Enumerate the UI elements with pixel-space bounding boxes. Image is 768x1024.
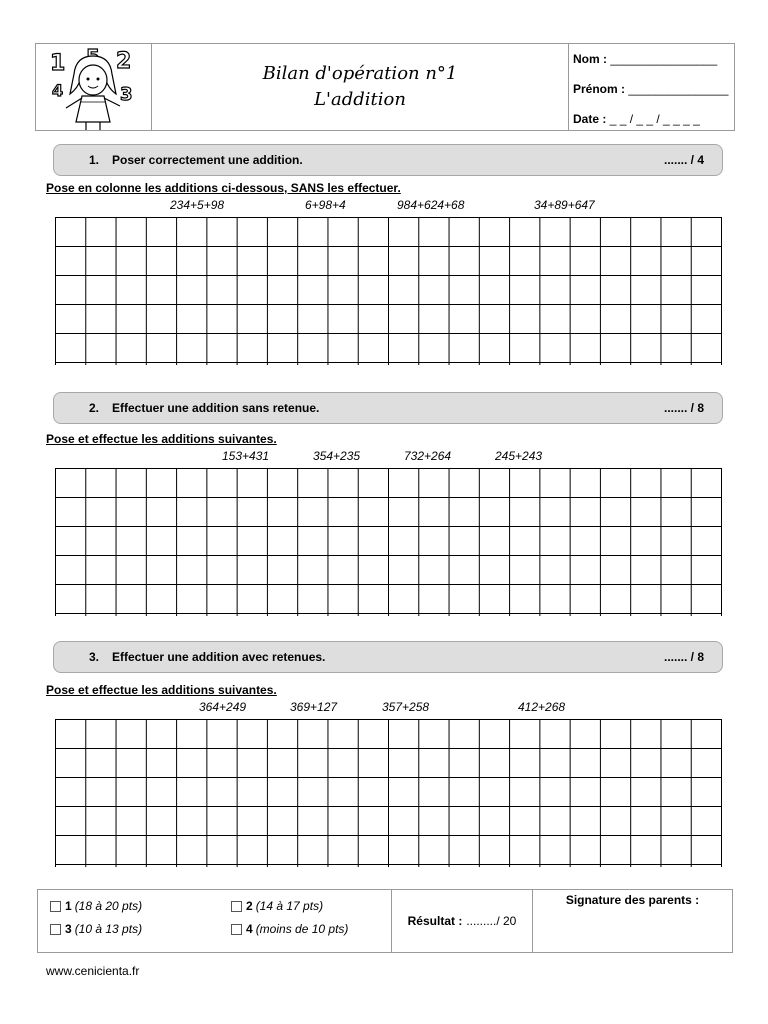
title-line-1: Bilan d'opération n°1 [262,63,458,84]
section-2-operations [0,449,768,465]
checkbox-icon[interactable] [50,901,61,912]
level-range: (moins de 10 pts) [255,922,349,936]
operation: 412+268 [518,700,566,714]
worksheet-header [35,43,735,131]
section-title: Effectuer une addition avec retenues. [112,650,326,664]
level-number: 1 [65,899,72,913]
level-range: (18 à 20 pts) [74,899,143,913]
level-option-1[interactable] [50,899,142,913]
section-number: 1. [89,153,100,167]
level-options [38,890,392,952]
section-1-instruction: Pose en colonne les additions ci-dessous, SANS les effectuer. [46,181,401,195]
parent-signature-cell[interactable] [533,890,732,952]
operation: 34+89+647 [534,198,595,212]
result-label: Résultat : [407,914,463,928]
worksheet-title [152,44,569,130]
operation: 369+127 [290,700,338,714]
checkbox-icon[interactable] [231,901,242,912]
level-range: (14 à 17 pts) [255,899,324,913]
section-3-banner [53,641,723,673]
section-1-banner [53,144,723,176]
section-3-instruction: Pose et effectue les additions suivantes. [46,683,277,697]
level-number: 2 [246,899,253,913]
operation: 234+5+98 [170,198,225,212]
title-line-2: L'addition [314,89,406,110]
date-blank: _ _ / _ _ / _ _ _ _ [609,112,700,126]
checkbox-icon[interactable] [231,924,242,935]
level-option-3[interactable] [50,922,142,936]
website-footer[interactable]: www.cenicienta.fr [46,964,140,978]
section-1-operations [0,198,768,214]
result-cell [392,890,533,952]
girl-with-numbers-illustration [36,44,149,130]
firstname-blank: _______________ [628,82,729,96]
operation: 354+235 [313,449,361,463]
date-field[interactable] [573,108,734,138]
firstname-field[interactable] [573,78,734,108]
operation: 364+249 [199,700,247,714]
name-blank: ________________ [610,52,718,66]
section-score: ....... / 4 [663,153,704,167]
name-label: Nom : [573,52,607,66]
section-1-writing-grid[interactable] [55,217,722,365]
evaluation-table [37,889,733,953]
logo-digit: 3 [120,84,133,105]
level-number: 4 [246,922,253,936]
section-3-operations [0,700,768,716]
result-value: ........./ 20 [466,914,517,928]
logo-digit: 4 [52,81,64,100]
operation: 357+258 [382,700,430,714]
logo-digit: 2 [116,49,132,74]
section-3-writing-grid[interactable] [55,719,722,867]
section-2-writing-grid[interactable] [55,468,722,616]
operation: 732+264 [404,449,452,463]
logo-digit: 1 [50,51,66,76]
operation: 153+431 [222,449,270,463]
operation: 6+98+4 [305,198,346,212]
section-number: 3. [89,650,100,664]
level-option-2[interactable] [231,899,323,913]
operation: 984+624+68 [397,198,465,212]
name-field[interactable] [573,48,734,78]
level-range: (10 à 13 pts) [74,922,143,936]
section-title: Poser correctement une addition. [112,153,303,167]
level-option-4[interactable] [231,922,348,936]
firstname-label: Prénom : [573,82,626,96]
section-score: ....... / 8 [663,401,704,415]
checkbox-icon[interactable] [50,924,61,935]
date-label: Date : [573,112,607,126]
section-2-banner [53,392,723,424]
section-number: 2. [89,401,100,415]
operation: 245+243 [495,449,543,463]
section-score: ....... / 8 [663,650,704,664]
signature-label: Signature des parents : [565,893,700,907]
section-2-instruction: Pose et effectue les additions suivantes. [46,432,277,446]
section-title: Effectuer une addition sans retenue. [112,401,320,415]
logo-illustration [36,44,152,130]
student-info-fields [569,44,734,130]
level-number: 3 [65,922,72,936]
